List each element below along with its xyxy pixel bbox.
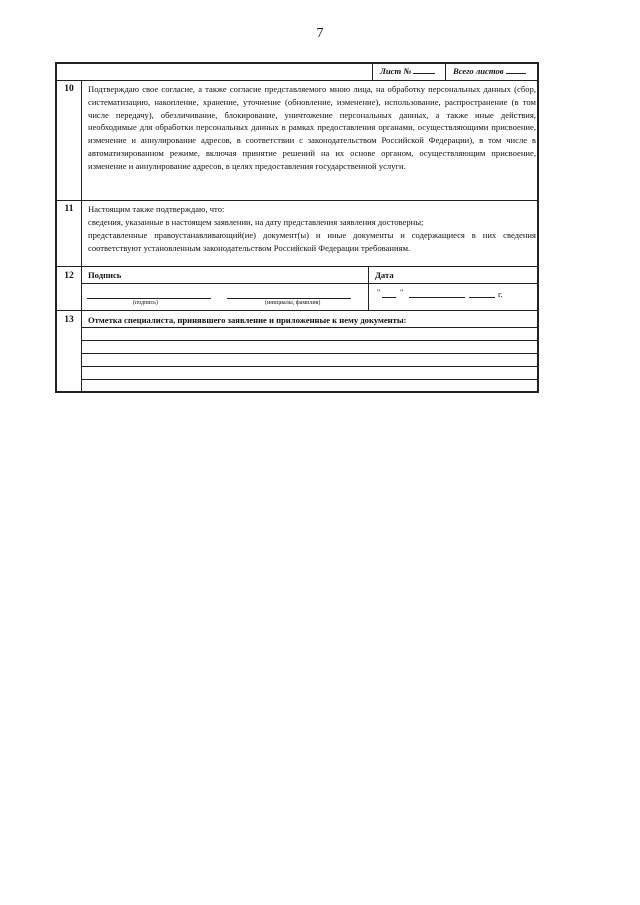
date-year-field[interactable] [469, 297, 495, 298]
specialist-note-label: Отметка специалиста, принявшего заявление и приложенные к нему документы: [88, 315, 407, 325]
section-13-number: 13 [64, 315, 74, 325]
section-11-line-1: сведения, указанные в настоящем заявлении, на дату представления заявления достоверны; [88, 217, 424, 227]
section-10-consent-text: Подтверждаю свое согласие, а также согласие представляемого мною лица, на обработку персональных данных (сбор, систематизацию, накопление, хранение, уточнение (обновление, изменение), использование, распространение (в том числе передачу), обезличивание, блокирование, уничтожение персональных данных, а также иные действия, необходимые для обработки персональных данных в рамках предоставления органами, осуществляющими присвоение, изменение и аннулирование адресов, в соответствии с законодательством Российской Федерации), в том числе в автоматизированном режиме, включая принятие решений на их основе органом, осуществляющим присвоение, изменение и аннулирование адресов, в целях предоставления государственной услуги. [88, 84, 536, 171]
note-line-5[interactable] [81, 379, 537, 380]
signature-label: Подпись [88, 270, 122, 280]
date-quote-close: " [400, 288, 404, 297]
year-suffix: г. [498, 289, 503, 299]
signature-date-divider [368, 266, 369, 310]
header-bottom-line [57, 80, 537, 81]
header-divider-1 [372, 64, 373, 80]
date-month-field[interactable] [409, 297, 465, 298]
section-10-number: 10 [64, 84, 74, 94]
date-day-field[interactable] [382, 297, 396, 298]
signature-caption: (подпись) [133, 300, 158, 306]
section-11-line-2: представленные правоустанавливающий(ие) документ(ы) и иные документы и содержащиеся в них сведения соответствуют установленным законодательством Российской Федерации требованиям. [88, 230, 536, 253]
note-line-4[interactable] [81, 366, 537, 367]
section-12-bottom-line [57, 310, 537, 311]
date-label: Дата [375, 270, 394, 280]
date-quote-open: " [377, 288, 381, 297]
section-12-number: 12 [64, 271, 74, 281]
section-11-bottom-line [57, 266, 537, 267]
note-line-1[interactable] [81, 327, 537, 328]
initials-caption: (инициалы, фамилия) [265, 300, 321, 306]
section-11-intro: Настоящим также подтверждаю, что: [88, 204, 225, 214]
application-form [55, 62, 539, 393]
initials-line[interactable] [227, 298, 351, 299]
total-sheets-label: Всего листов [453, 66, 526, 76]
note-line-2[interactable] [81, 340, 537, 341]
note-line-3[interactable] [81, 353, 537, 354]
number-column-divider [81, 80, 82, 393]
signature-line[interactable] [87, 298, 211, 299]
section-12-label-line [81, 283, 537, 284]
header-divider-2 [445, 64, 446, 80]
page-number: 7 [316, 26, 324, 41]
section-10-bottom-line [57, 200, 537, 201]
section-11-number: 11 [64, 204, 74, 214]
sheet-number-label: Лист № [380, 66, 435, 76]
